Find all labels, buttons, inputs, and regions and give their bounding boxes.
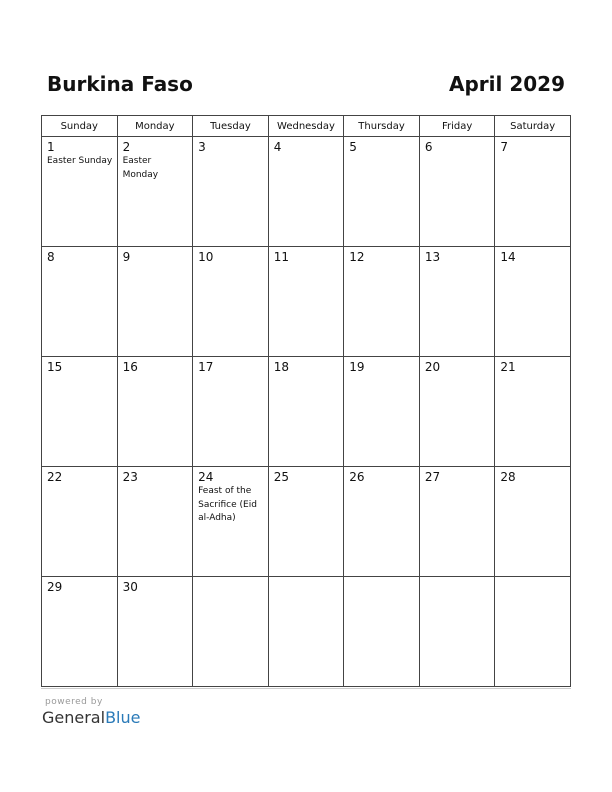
day-cell[interactable]	[193, 137, 269, 247]
day-cell-content	[193, 357, 268, 375]
day-cell-content	[269, 357, 344, 375]
day-cell-content	[42, 467, 117, 485]
day-cell[interactable]	[268, 357, 344, 467]
day-cell[interactable]	[419, 577, 495, 687]
day-cell-content	[269, 137, 344, 155]
day-number: 28	[500, 470, 516, 484]
day-cell[interactable]	[117, 467, 193, 577]
day-cell-content	[118, 467, 193, 485]
day-number: 11	[273, 250, 289, 264]
holiday-label: Easter Monday	[122, 156, 159, 180]
day-cell-content	[495, 467, 570, 485]
day-cell[interactable]	[268, 467, 344, 577]
day-cell-content	[118, 137, 193, 182]
day-number: 20	[424, 360, 441, 374]
day-cell[interactable]	[419, 467, 495, 577]
day-cell-content	[42, 357, 117, 375]
brand-general-text: General	[42, 708, 106, 727]
day-cell[interactable]	[268, 137, 344, 247]
day-cell-content	[344, 467, 419, 485]
day-cell[interactable]	[193, 467, 269, 577]
week-row	[42, 247, 571, 357]
day-cell-content	[344, 577, 419, 579]
day-cell[interactable]	[344, 137, 420, 247]
generalblue-logo[interactable]	[42, 708, 140, 728]
day-cell[interactable]	[419, 247, 495, 357]
country-title: Burkina Faso	[47, 72, 193, 96]
holiday-label: Easter Sunday	[47, 156, 113, 166]
day-cell[interactable]	[42, 467, 118, 577]
day-cell-content	[344, 357, 419, 375]
day-cell-content	[269, 577, 344, 579]
day-number: 12	[349, 250, 365, 264]
day-cell-content	[269, 247, 344, 265]
day-number: 3	[198, 140, 206, 154]
day-cell[interactable]	[42, 247, 118, 357]
day-number: 21	[500, 360, 516, 374]
weekday-monday: Monday	[117, 116, 193, 137]
day-cell-content	[193, 247, 268, 265]
week-row	[42, 137, 571, 247]
day-cell-content	[495, 137, 570, 155]
brand-blue-text: Blue	[105, 708, 141, 727]
day-cell-content	[420, 137, 495, 155]
week-row	[42, 577, 571, 687]
day-number: 25	[273, 470, 289, 484]
day-cell[interactable]	[117, 137, 193, 247]
day-cell[interactable]	[344, 247, 420, 357]
day-cell-content	[420, 247, 495, 265]
day-cell-content	[42, 247, 117, 265]
powered-by-label: powered by	[45, 697, 103, 707]
day-cell-content	[42, 137, 117, 169]
day-cell[interactable]	[495, 137, 571, 247]
day-cell-content	[420, 577, 495, 579]
day-number: 15	[47, 360, 63, 374]
day-cell[interactable]	[268, 247, 344, 357]
day-cell-content	[193, 577, 268, 579]
day-cell-content	[118, 247, 193, 265]
day-cell-content	[193, 137, 268, 155]
day-number: 10	[198, 250, 214, 264]
day-number: 4	[273, 140, 282, 154]
day-number: 26	[349, 470, 365, 484]
day-number: 19	[349, 360, 365, 374]
holiday-label: Feast of the Sacrifice (Eid al-Adha)	[198, 486, 257, 523]
day-number: 2	[122, 140, 131, 154]
day-cell[interactable]	[117, 577, 193, 687]
day-cell[interactable]	[193, 357, 269, 467]
day-cell[interactable]	[495, 247, 571, 357]
day-number: 5	[349, 140, 357, 154]
day-number: 27	[424, 470, 441, 484]
day-cell[interactable]	[419, 357, 495, 467]
day-number: 9	[122, 250, 131, 264]
day-cell[interactable]	[42, 137, 118, 247]
day-number: 24	[198, 470, 214, 484]
day-number: 22	[47, 470, 63, 484]
day-number: 7	[500, 140, 509, 154]
day-cell-content	[344, 137, 419, 155]
day-number: 1	[47, 140, 55, 154]
day-cell-content	[118, 577, 193, 595]
day-cell-content	[420, 467, 495, 485]
day-cell[interactable]	[495, 577, 571, 687]
day-cell[interactable]	[344, 577, 420, 687]
week-row	[42, 467, 571, 577]
weekday-sunday: Sunday	[42, 116, 118, 137]
day-number: 6	[424, 140, 433, 154]
day-cell[interactable]	[495, 467, 571, 577]
day-number: 8	[47, 250, 55, 264]
week-row	[42, 357, 571, 467]
day-cell[interactable]	[117, 247, 193, 357]
day-number: 18	[273, 360, 289, 374]
day-cell[interactable]	[268, 577, 344, 687]
weekday-friday: Friday	[419, 116, 495, 137]
day-number: 29	[47, 580, 63, 594]
day-number: 13	[424, 250, 441, 264]
weekday-header-row	[42, 116, 571, 137]
day-cell[interactable]	[495, 357, 571, 467]
day-cell-content	[420, 357, 495, 375]
weekday-wednesday: Wednesday	[268, 116, 344, 137]
day-cell-content	[495, 357, 570, 375]
day-cell-content	[118, 357, 193, 375]
footer-divider	[41, 688, 571, 689]
day-cell-content	[495, 577, 570, 579]
day-cell-content	[269, 467, 344, 485]
day-number: 17	[198, 360, 214, 374]
day-cell-content	[495, 247, 570, 265]
calendar-grid	[41, 115, 571, 687]
day-number: 14	[500, 250, 516, 264]
day-number: 23	[122, 470, 138, 484]
day-cell[interactable]	[193, 577, 269, 687]
day-number: 30	[122, 580, 138, 594]
day-cell[interactable]	[42, 577, 118, 687]
day-cell-content	[193, 467, 268, 526]
month-year-title: April 2029	[449, 72, 565, 96]
day-cell[interactable]	[193, 247, 269, 357]
day-cell-content	[344, 247, 419, 265]
day-cell[interactable]	[42, 357, 118, 467]
day-cell[interactable]	[419, 137, 495, 247]
day-cell[interactable]	[344, 357, 420, 467]
day-cell[interactable]	[344, 467, 420, 577]
weekday-tuesday: Tuesday	[193, 116, 269, 137]
day-cell-content	[42, 577, 117, 595]
day-number: 16	[122, 360, 138, 374]
weekday-thursday: Thursday	[344, 116, 420, 137]
day-cell[interactable]	[117, 357, 193, 467]
weekday-saturday: Saturday	[495, 116, 571, 137]
